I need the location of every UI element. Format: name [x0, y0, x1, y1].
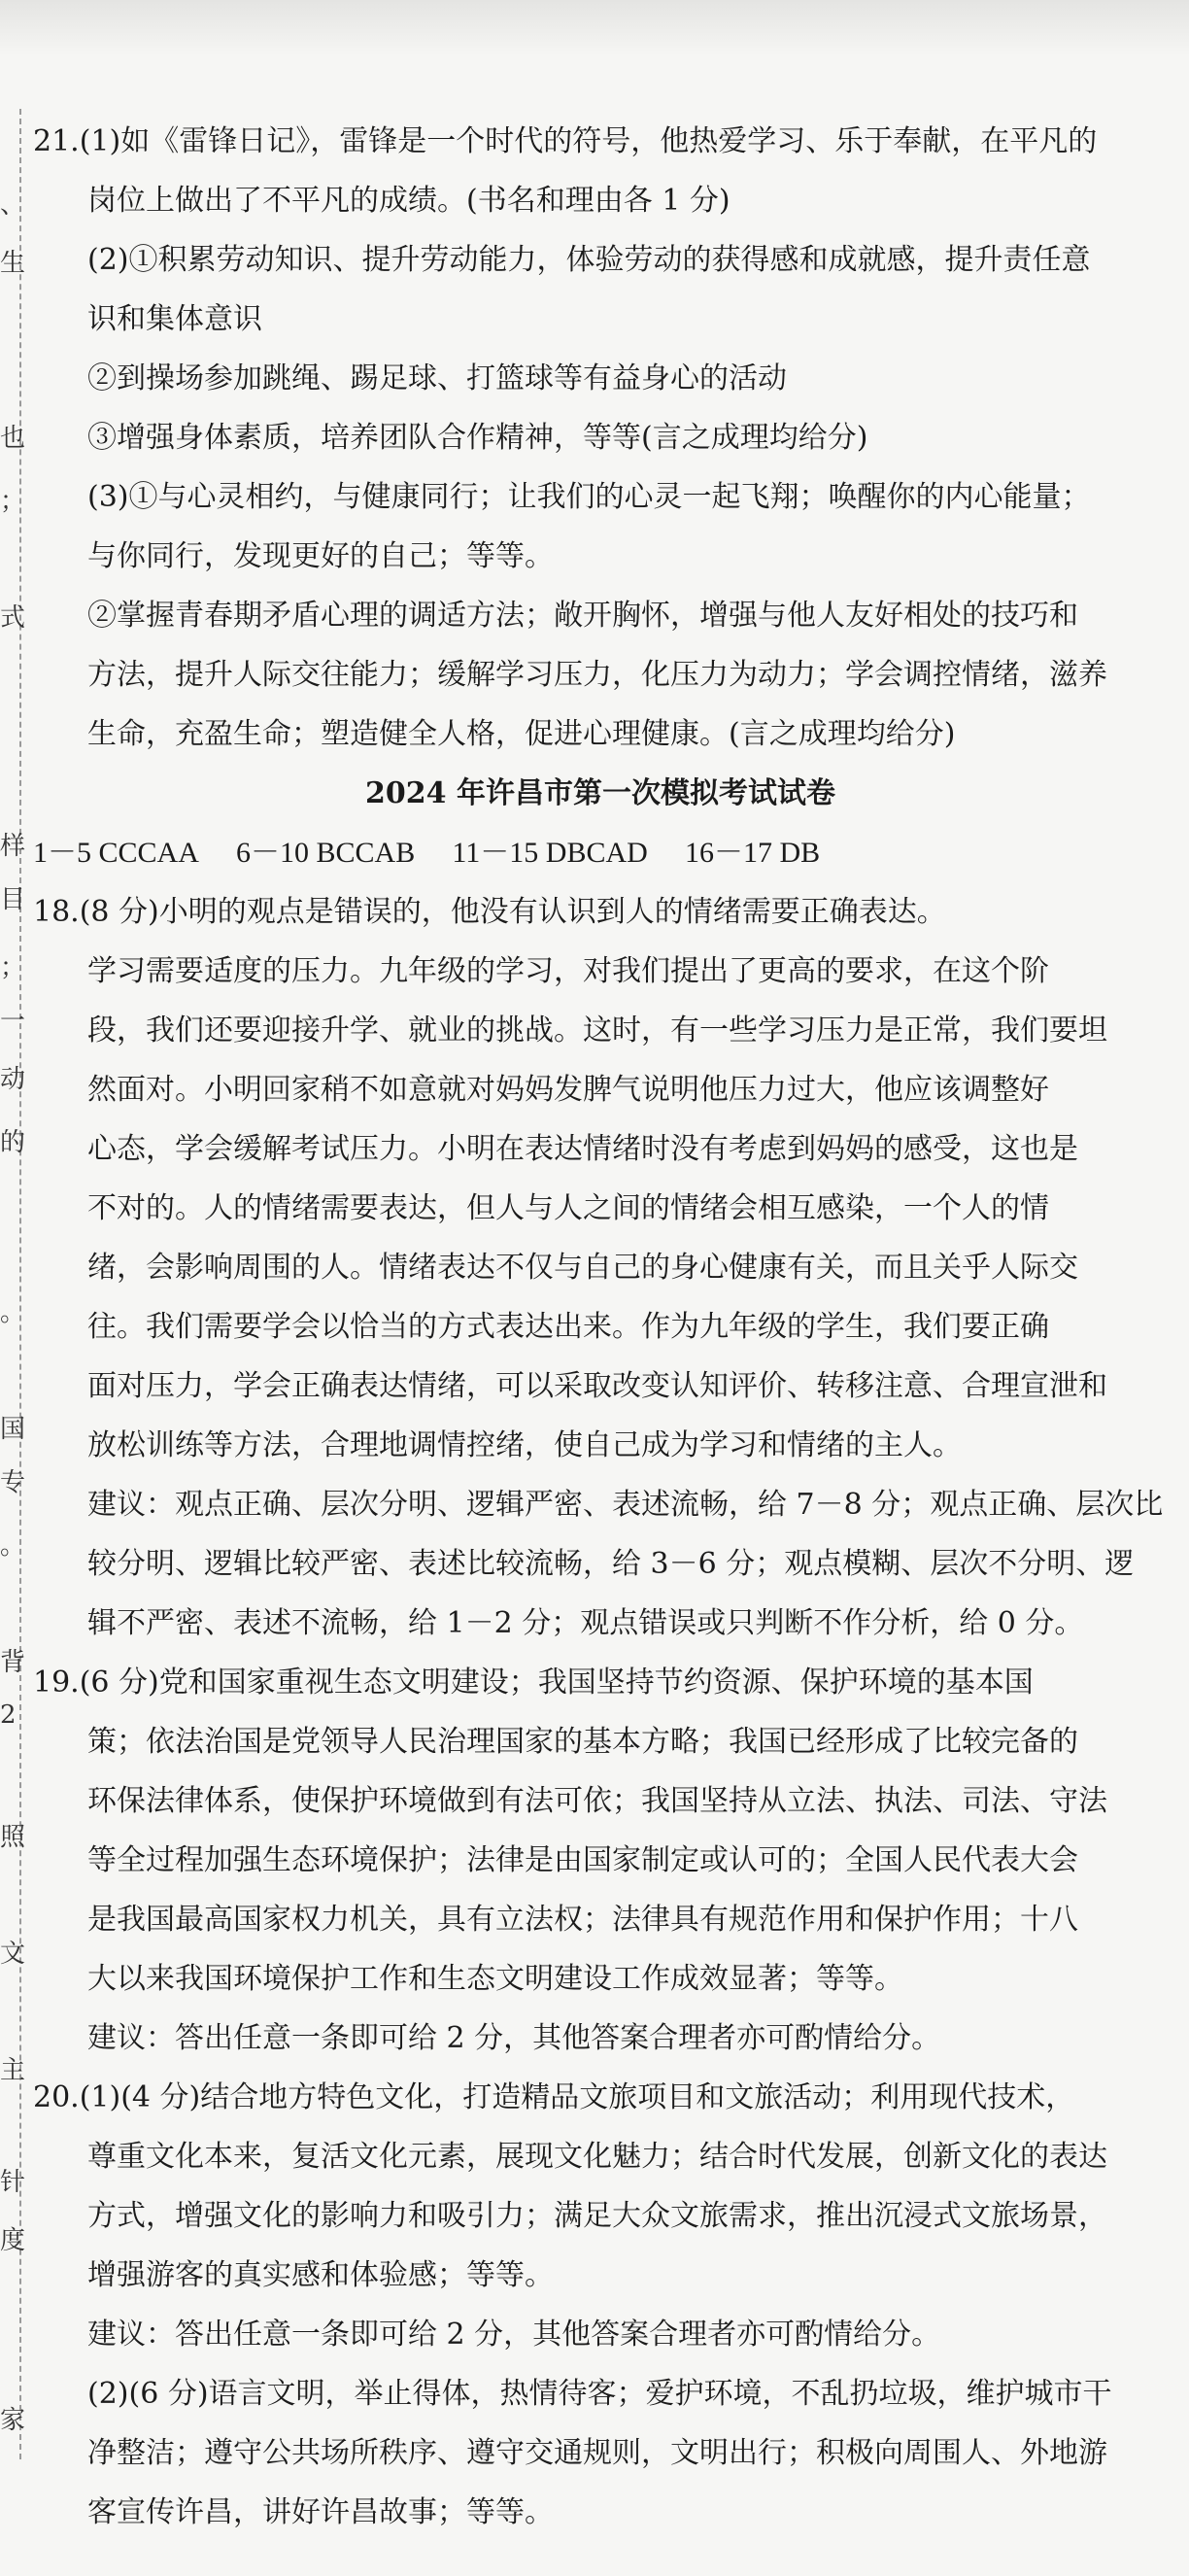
text-line: 客宣传许昌，讲好许昌故事；等等。 — [87, 2495, 554, 2529]
margin-char: 。 — [0, 1531, 26, 1561]
scan-top-shadow — [0, 0, 1189, 56]
text-line: 放松训练等方法，合理地调情控绪，使自己成为学习和情绪的主人。 — [87, 1428, 962, 1462]
text-line: 是我国最高国家权力机关，具有立法权；法律具有规范作用和保护作用；十八 — [87, 1903, 1078, 1937]
text-line: 学习需要适度的压力。九年级的学习，对我们提出了更高的要求，在这个阶 — [87, 954, 1049, 988]
text-line: 不对的。人的情绪需要表达，但人与人之间的情绪会相互感染，一个人的情 — [87, 1191, 1049, 1225]
margin-char: 文 — [0, 1940, 26, 1969]
margin-char: 。 — [0, 1298, 26, 1327]
answer-group: 11－15 DBCAD — [452, 837, 648, 869]
text-line: 方法，提升人际交往能力；缓解学习压力，化压力为动力；学会调控情绪，滋养 — [87, 658, 1107, 692]
grading-note: 辑不严密、表述不流畅，给 1－2 分；观点错误或只判断不作分析，给 0 分。 — [87, 1606, 1084, 1640]
margin-char: 式 — [0, 603, 26, 633]
text-line: 与你同行，发现更好的自己；等等。 — [87, 539, 554, 573]
text-line: 绪，会影响周围的人。情绪表达不仅与自己的身心健康有关，而且关乎人际交 — [87, 1251, 1078, 1285]
margin-char: 一 — [0, 1007, 26, 1036]
multiple-choice-answers — [33, 823, 1168, 882]
margin-char: 、 — [0, 190, 26, 220]
text-line: ②掌握青春期矛盾心理的调适方法；敞开胸怀，增强与他人友好相处的技巧和 — [87, 599, 1078, 633]
margin-char: 生 — [0, 249, 26, 278]
grading-note: 建议：答出任意一条即可给 2 分，其他答案合理者亦可酌情给分。 — [87, 2021, 941, 2055]
margin-char: 样 — [0, 832, 26, 861]
text-line: 策；依法治国是党领导人民治理国家的基本方略；我国已经形成了比较完备的 — [87, 1725, 1078, 1759]
binding-margin-rule — [19, 109, 21, 2459]
section-title: 2024 年许昌市第一次模拟考试试卷 — [365, 776, 835, 810]
text-line: 20.(1)(4 分)结合地方特色文化，打造精品文旅项目和文旅活动；利用现代技术， — [33, 2080, 1075, 2114]
margin-char: 度 — [0, 2226, 26, 2255]
text-line: 大以来我国环境保护工作和生态文明建设工作成效显著；等等。 — [87, 1962, 903, 1996]
question-21 — [33, 112, 1168, 764]
grading-note: 建议：答出任意一条即可给 2 分，其他答案合理者亦可酌情给分。 — [87, 2318, 941, 2352]
question-19 — [33, 1653, 1168, 2068]
text-line: (3)①与心灵相约，与健康同行；让我们的心灵一起飞翔；唤醒你的内心能量； — [87, 480, 1091, 514]
margin-char: ； — [0, 953, 26, 982]
margin-char: 也 — [0, 424, 26, 453]
margin-char: 家 — [0, 2406, 26, 2435]
text-line: 等全过程加强生态环境保护；法律是由国家制定或认可的；全国人民代表大会 — [87, 1843, 1078, 1877]
text-line: 方式，增强文化的影响力和吸引力；满足大众文旅需求，推出沉浸式文旅场景， — [87, 2199, 1107, 2233]
margin-char: 的 — [0, 1128, 26, 1157]
text-line: ②到操场参加跳绳、踢足球、打篮球等有益身心的活动 — [87, 361, 787, 395]
text-line: 环保法律体系，使保护环境做到有法可依；我国坚持从立法、执法、司法、守法 — [87, 1784, 1107, 1818]
text-line: ③增强身体素质，培养团队合作精神，等等(言之成理均给分) — [87, 421, 868, 455]
question-18 — [33, 882, 1168, 1653]
text-line: 然面对。小明回家稍不如意就对妈妈发脾气说明他压力过大，他应该调整好 — [87, 1073, 1049, 1107]
text-line: 净整洁；遵守公共场所秩序、遵守交通规则，文明出行；积极向周围人、外地游 — [87, 2436, 1107, 2470]
question-20 — [33, 2068, 1168, 2542]
text-line: 心态，学会缓解考试压力。小明在表达情绪时没有考虑到妈妈的感受，这也是 — [87, 1132, 1078, 1166]
margin-char: 国 — [0, 1415, 26, 1444]
text-line: (2)①积累劳动知识、提升劳动能力，体验劳动的获得感和成就感，提升责任意 — [87, 243, 1091, 277]
text-line: 增强游客的真实感和体验感；等等。 — [87, 2258, 554, 2292]
answer-group: 1－5 CCCAA — [33, 837, 199, 869]
text-line: 岗位上做出了不平凡的成绩。(书名和理由各 1 分) — [87, 184, 730, 218]
answer-group: 6－10 BCCAB — [236, 837, 416, 869]
margin-char: 照 — [0, 1823, 26, 1852]
margin-char: 主 — [0, 2056, 26, 2085]
text-line: 18.(8 分)小明的观点是错误的，他没有认识到人的情绪需要正确表达。 — [33, 895, 946, 929]
margin-char: ； — [0, 487, 26, 516]
margin-char: 针 — [0, 2168, 26, 2197]
margin-char: 2 — [0, 1700, 17, 1730]
text-line: 识和集体意识 — [87, 302, 262, 336]
text-line: 21.(1)如《雷锋日记》，雷锋是一个时代的符号，他热爱学习、乐于奉献，在平凡的 — [33, 124, 1098, 158]
text-line: 往。我们需要学会以恰当的方式表达出来。作为九年级的学生，我们要正确 — [87, 1310, 1049, 1344]
grading-note: 较分明、逻辑比较严密、表述比较流畅，给 3－6 分；观点模糊、层次不分明、逻 — [87, 1547, 1135, 1581]
margin-char: 专 — [0, 1468, 26, 1497]
text-line: 尊重文化本来，复活文化元素，展现文化魅力；结合时代发展，创新文化的表达 — [87, 2140, 1107, 2174]
text-line: 生命，充盈生命；塑造健全人格，促进心理健康。(言之成理均给分) — [87, 717, 956, 751]
text-line: 19.(6 分)党和国家重视生态文明建设；我国坚持节约资源、保护环境的基本国 — [33, 1666, 1034, 1700]
grading-note: 建议：观点正确、层次分明、逻辑严密、表述流畅，给 7－8 分；观点正确、层次比 — [87, 1488, 1164, 1522]
text-line: (2)(6 分)语言文明，举止得体，热情待客；爱护环境，不乱扔垃圾，维护城市干 — [87, 2377, 1112, 2411]
text-line: 面对压力，学会正确表达情绪，可以采取改变认知评价、转移注意、合理宣泄和 — [87, 1369, 1107, 1403]
answer-page — [33, 112, 1168, 2542]
margin-char: 目 — [0, 885, 26, 914]
text-line: 段，我们还要迎接升学、就业的挑战。这时，有一些学习压力是正常，我们要坦 — [87, 1013, 1107, 1048]
answer-group: 16－17 DB — [684, 837, 821, 869]
margin-char: 背 — [0, 1648, 26, 1677]
margin-char: 动 — [0, 1065, 26, 1094]
